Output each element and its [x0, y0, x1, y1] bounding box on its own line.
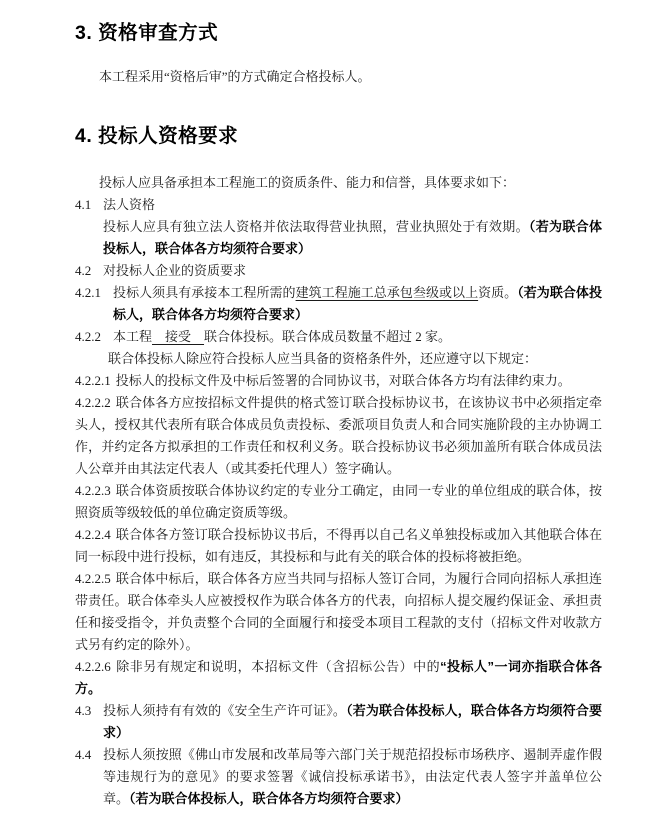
text-run: 投标人应具备承担本工程施工的资质条件、能力和信誉，具体要求如下： [99, 175, 516, 190]
paragraph [75, 66, 602, 88]
text-run: 联合体各方应按招标文件提供的格式签订联合投标协议书，在该协议书中必须指定牵头人，授权其代表所有联合体成员负责投标、委派项目负责人和合同实施阶段的主办协调工作，并约定各方拟承担的工作责任和权利义务。联合投标协议书必须加盖所有联合体成员法人公章并由其法定代表人（或其委托代理人）签字确认。 [75, 395, 602, 476]
clause-item [75, 744, 602, 810]
document-body [75, 20, 602, 810]
text-run: 资质。 [478, 285, 518, 300]
clause-item [75, 656, 602, 700]
section-heading: 3. 资格审查方式 [75, 22, 219, 44]
clause-number: 4.2.2.1 [75, 373, 111, 388]
text-run: 投标人应具有独立法人资格并依法取得营业执照，营业执照处于有效期。 [103, 219, 529, 234]
text-run: 对投标人企业的资质要求 [103, 263, 247, 278]
text-run: 除非另有规定和说明，本招标文件（含招标公告）中的 [115, 659, 441, 674]
text-run: 投标人的投标文件及中标后签署的合同协议书，对联合体各方均有法律约束力。 [115, 373, 571, 388]
paragraph [108, 348, 602, 370]
underlined-text: 接受 [152, 329, 205, 344]
clause-number: 4.2.2.2 [75, 395, 111, 410]
clause-item [75, 326, 602, 348]
bold-emphasis-text: （若为联合体投标人，联合体各方均须符合要求） [113, 285, 602, 322]
text-run: 联合体资质按联合体协议约定的专业分工确定，由同一专业的单位组成的联合体，按照资质等级较低的单位确定资质等级。 [75, 483, 602, 520]
clause-item [75, 480, 602, 524]
bold-emphasis-text: （若为联合体投标人，联合体各方均须符合要求） [103, 703, 602, 740]
text-run: 投标人须具有承接本工程所需的 [113, 285, 296, 300]
text-run: 本工程 [113, 329, 153, 344]
clause-item [75, 370, 602, 392]
clause-item [75, 260, 602, 282]
clause-number: 4.2.1 [75, 285, 101, 300]
clause-item [75, 392, 602, 480]
clause-number: 4.2.2.4 [75, 527, 111, 542]
clause-number: 4.4 [75, 747, 92, 762]
bold-emphasis-text: “投标人”一词亦指联合体各方。 [75, 659, 602, 696]
clause-number: 4.2.2 [75, 329, 101, 344]
clause-number: 4.2 [75, 263, 92, 278]
text-run: 法人资格 [103, 197, 156, 212]
text-run: 联合体中标后，联合体各方应当共同与招标人签订合同，为履行合同向招标人承担连带责任。联合体牵头人应被授权作为联合体各方的代表，向招标人提交履约保证金、承担责任和接受指令，并负责整个合同的全面履行和接受本项目工程款的支付（招标文件对收款方式另有约定的除外）。 [75, 571, 602, 652]
text-run: 联合体投标人除应符合投标人应当具备的资格条件外，还应遵守以下规定： [108, 351, 538, 366]
clause-number: 4.1 [75, 197, 92, 212]
clause-number: 4.2.2.3 [75, 483, 111, 498]
text-run: 联合体投标。联合体成员数量不超过 2 家。 [204, 329, 452, 344]
clause-item [75, 282, 602, 326]
bold-emphasis-text: （若为联合体投标人，联合体各方均须符合要求） [129, 791, 409, 806]
clause-number: 4.2.2.6 [75, 659, 111, 674]
paragraph [75, 172, 602, 194]
underlined-text: 建筑工程施工总承包叁级或以上 [295, 285, 479, 300]
clause-item [75, 568, 602, 656]
section-heading: 4. 投标人资格要求 [75, 125, 239, 147]
paragraph [103, 216, 602, 260]
clause-item [75, 700, 602, 744]
text-run: 联合体各方签订联合投标协议书后，不得再以自己名义单独投标或加入其他联合体在同一标段中进行投标，如有违反，其投标和与此有关的联合体的投标将被拒绝。 [75, 527, 602, 564]
bold-emphasis-text: （若为联合体投标人，联合体各方均须符合要求） [103, 219, 602, 256]
text-run: 投标人须持有有效的《安全生产许可证》。 [103, 703, 347, 718]
clause-item [75, 524, 602, 568]
clause-number: 4.3 [75, 703, 92, 718]
clause-number: 4.2.2.5 [75, 571, 111, 586]
clause-item [75, 194, 602, 216]
text-run: 投标人须按照《佛山市发展和改革局等六部门关于规范招投标市场秩序、遏制弄虚作假等违规行为的意见》的要求签署《诚信投标承诺书》，由法定代表人签字并盖单位公章。 [103, 747, 602, 806]
text-run: 本工程采用“资格后审”的方式确定合格投标人。 [99, 69, 371, 84]
